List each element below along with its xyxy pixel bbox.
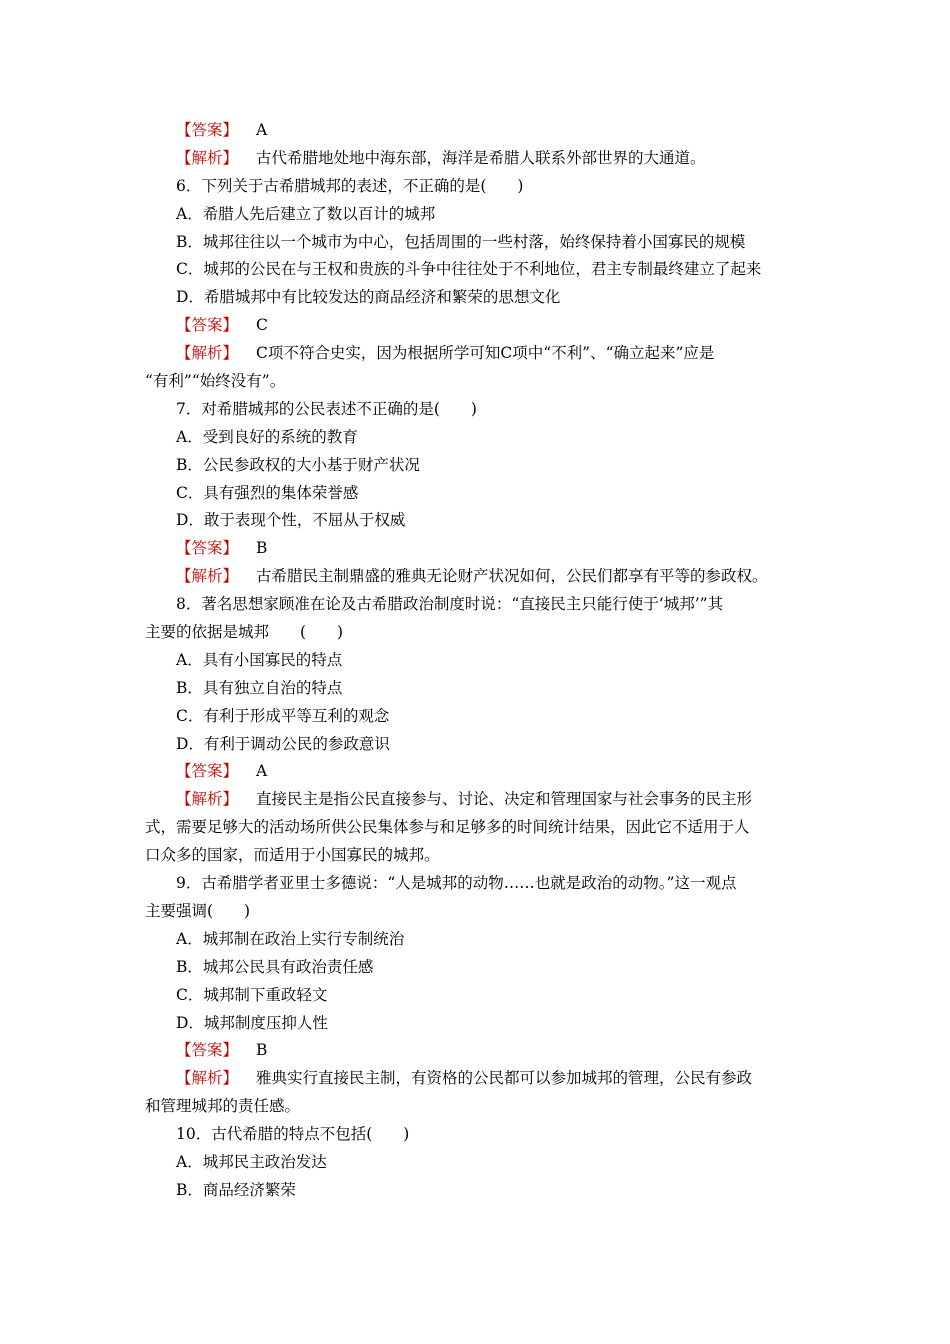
answer-line xyxy=(145,312,810,340)
analysis-line xyxy=(145,563,810,591)
answer-option: C．城邦制下重政轻文 xyxy=(176,985,328,1004)
continuation-line: “有利”“始终没有”。 xyxy=(145,372,286,391)
answer-option: C．城邦的公民在与王权和贵族的斗争中往往处于不利地位，君主专制最终建立了起来 xyxy=(176,260,762,279)
answer-line xyxy=(145,535,810,563)
answer-option: D．希腊城邦中有比较发达的商品经济和繁荣的思想文化 xyxy=(176,288,561,307)
analysis-text: 古希腊民主制鼎盛的雅典无论财产状况如何，公民们都享有平等的参政权。 xyxy=(256,567,768,586)
answer-key: B xyxy=(256,539,268,558)
analysis-line xyxy=(145,786,810,814)
answer-option: C．有利于形成平等互利的观念 xyxy=(176,706,390,725)
analysis-line xyxy=(145,145,810,173)
answer-line xyxy=(145,1037,810,1065)
answer-key: A xyxy=(256,762,268,781)
analysis-text: 直接民主是指公民直接参与、讨论、决定和管理国家与社会事务的民主形 xyxy=(256,790,753,809)
answer-option: B．具有独立自治的特点 xyxy=(176,678,343,697)
answer-label: 【答案】 xyxy=(176,762,239,781)
answer-option: A．城邦民主政治发达 xyxy=(176,1152,327,1171)
answer-label: 【答案】 xyxy=(176,316,239,335)
answer-option: D．有利于调动公民的参政意识 xyxy=(176,734,390,753)
answer-key: C xyxy=(256,316,268,335)
continuation-line: 式，需要足够大的活动场所供公民集体参与和足够多的时间统计结果，因此它不适用于人 xyxy=(145,818,750,837)
analysis-line xyxy=(145,340,810,368)
analysis-label: 【解析】 xyxy=(176,567,239,586)
question-stem: 9．古希腊学者亚里士多德说：“人是城邦的动物……也就是政治的动物。”这一观点 xyxy=(176,874,737,893)
answer-option: A．具有小国寡民的特点 xyxy=(176,650,343,669)
analysis-text: 古代希腊地处地中海东部，海洋是希腊人联系外部世界的大通道。 xyxy=(256,148,706,167)
answer-label: 【答案】 xyxy=(176,1041,239,1060)
answer-option: D．敢于表现个性，不屈从于权威 xyxy=(176,511,406,530)
analysis-text: 雅典实行直接民主制，有资格的公民都可以参加城邦的管理，公民有参政 xyxy=(256,1069,753,1088)
answer-option: A．受到良好的系统的教育 xyxy=(176,427,358,446)
answer-option: A．城邦制在政治上实行专制统治 xyxy=(176,929,405,948)
answer-option: B．公民参政权的大小基于财产状况 xyxy=(176,455,420,474)
question-stem: 8．著名思想家顾准在论及古希腊政治制度时说：“直接民主只能行使于‘城邦’”其 xyxy=(176,595,724,614)
analysis-label: 【解析】 xyxy=(176,148,239,167)
answer-line xyxy=(145,117,810,145)
question-stem: 7．对希腊城邦的公民表述不正确的是( ) xyxy=(176,399,477,418)
answer-key: A xyxy=(256,121,268,139)
answer-option: B．商品经济繁荣 xyxy=(176,1180,296,1199)
analysis-label: 【解析】 xyxy=(176,344,239,363)
continuation-line: 口众多的国家，而适用于小国寡民的城邦。 xyxy=(145,846,440,865)
answer-key: B xyxy=(256,1041,268,1060)
answer-option: D．城邦制度压抑人性 xyxy=(176,1013,328,1032)
analysis-line xyxy=(145,1065,810,1093)
continuation-line: 主要的依据是城邦 ( ) xyxy=(145,623,344,642)
continuation-line: 和管理城邦的责任感。 xyxy=(145,1097,301,1116)
document-page xyxy=(145,117,810,1205)
question-stem: 10．古代希腊的特点不包括( ) xyxy=(176,1125,410,1144)
answer-option: C．具有强烈的集体荣誉感 xyxy=(176,483,359,502)
question-stem: 6．下列关于古希腊城邦的表述，不正确的是( ) xyxy=(176,176,524,195)
analysis-label: 【解析】 xyxy=(176,1069,239,1088)
answer-line xyxy=(145,758,810,786)
answer-option: A．希腊人先后建立了数以百计的城邦 xyxy=(176,204,436,223)
analysis-text: C项不符合史实，因为根据所学可知C项中“不利”、“确立起来”应是 xyxy=(256,344,715,363)
answer-option: B．城邦公民具有政治责任感 xyxy=(176,957,374,976)
answer-label: 【答案】 xyxy=(176,539,239,558)
answer-option: B．城邦往往以一个城市为中心，包括周围的一些村落，始终保持着小国寡民的规模 xyxy=(176,232,746,251)
answer-label: 【答案】 xyxy=(176,121,239,139)
continuation-line: 主要强调( ) xyxy=(145,901,251,920)
analysis-label: 【解析】 xyxy=(176,790,239,809)
